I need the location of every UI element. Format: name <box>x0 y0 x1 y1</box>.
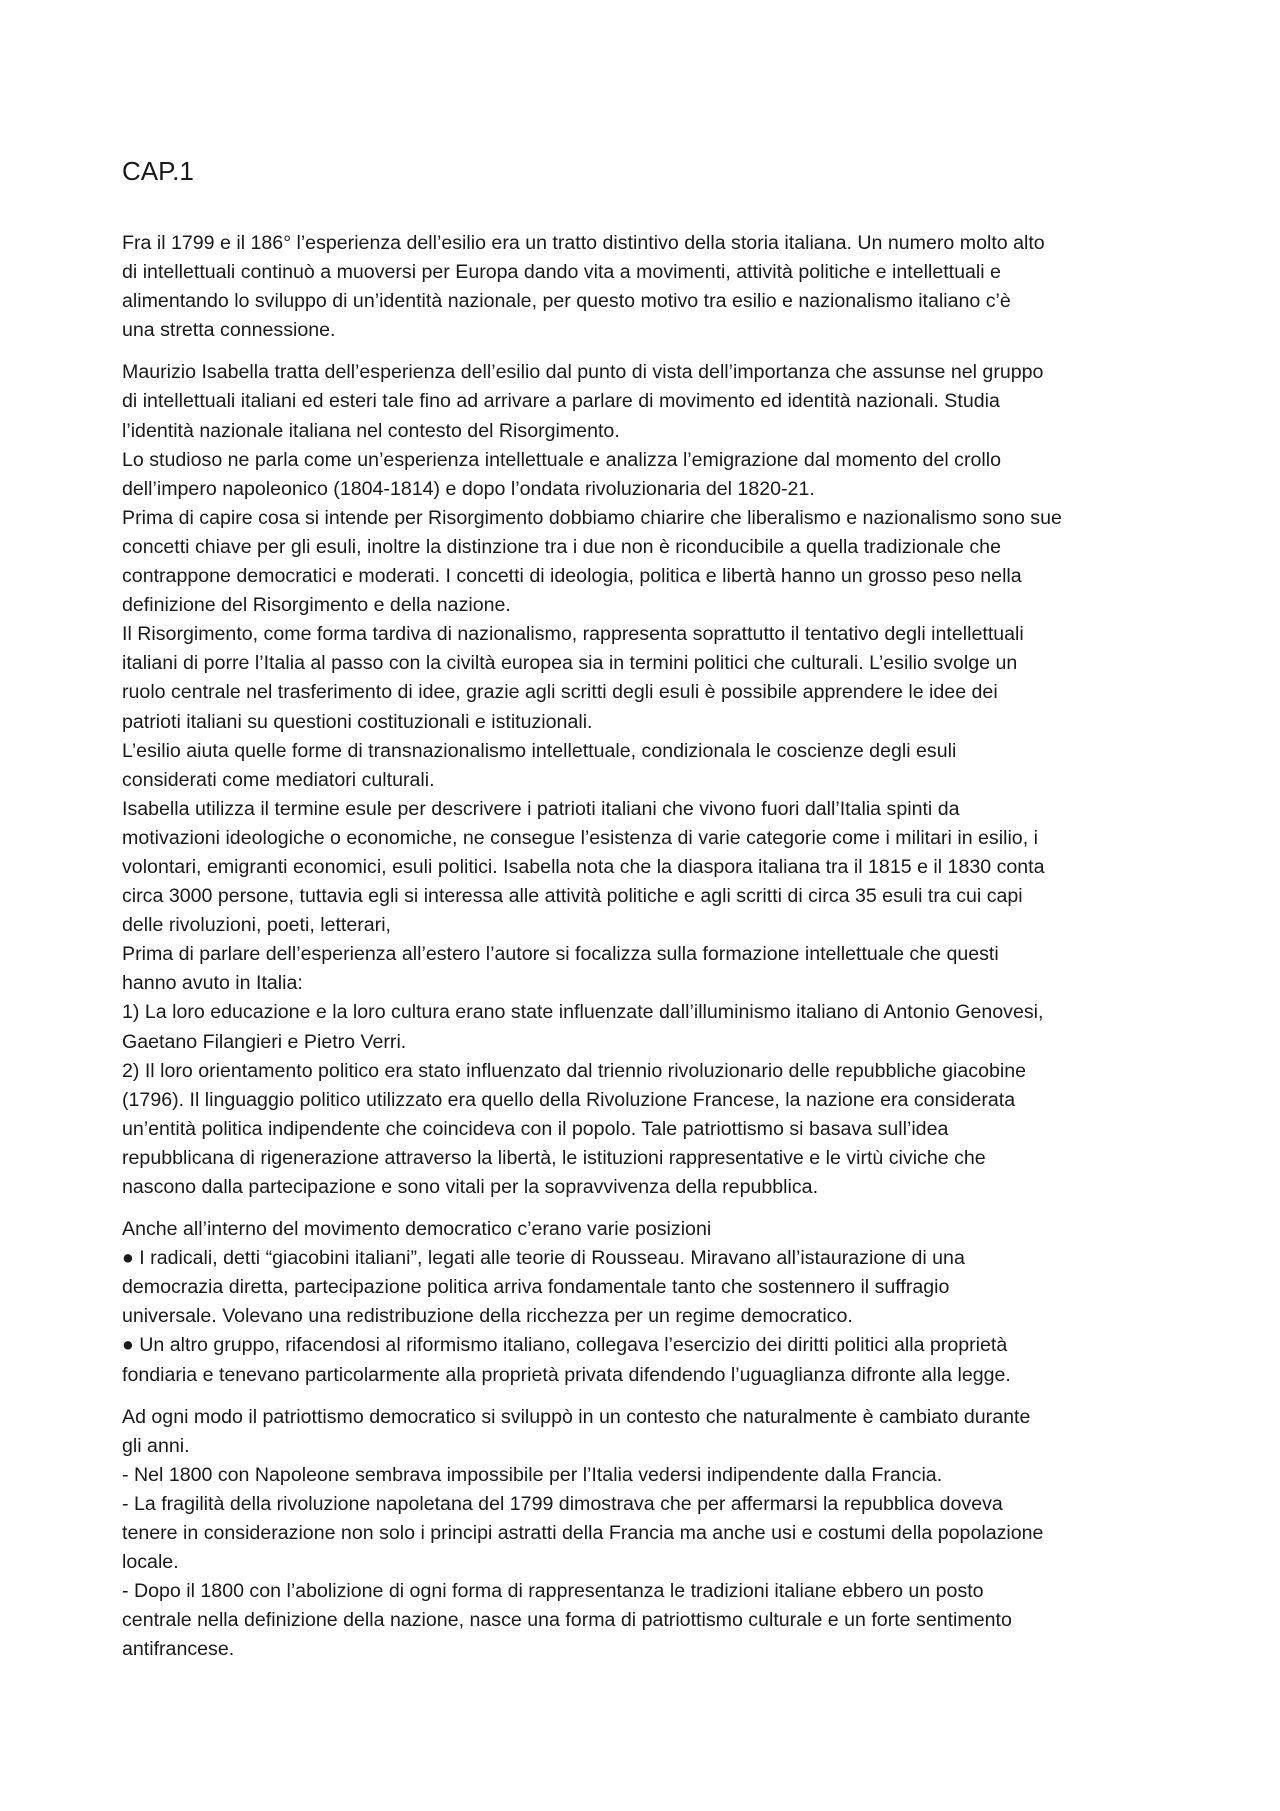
text-line: locale. <box>122 1551 179 1574</box>
text-line: considerati come mediatori culturali. <box>122 768 435 791</box>
text-line: centrale nella definizione della nazione, nasce una forma di patriottismo culturale e un forte sentimento <box>122 1609 1012 1632</box>
text-line: alimentando lo sviluppo di un’identità nazionale, per questo motivo tra esilio e nazionalismo italiano c’è <box>122 290 1011 313</box>
text-line: Fra il 1799 e il 186° l’esperienza dell’esilio era un tratto distintivo della storia italiana. Un numero molto alto <box>122 232 1045 254</box>
text-line: - La fragilità della rivoluzione napoletana del 1799 dimostrava che per affermarsi la repubblica doveva <box>122 1492 1003 1515</box>
text-line: dell’impero napoleonico (1804-1814) e dopo l’ondata rivoluzionaria del 1820-21. <box>122 477 815 500</box>
text-line: - Dopo il 1800 con l’abolizione di ogni forma di rappresentanza le tradizioni italiane ebbero un posto <box>122 1580 984 1603</box>
text-line: Prima di capire cosa si intende per Risorgimento dobbiamo chiarire che liberalismo e nazionalismo sono sue <box>122 506 1062 529</box>
text-line: contrappone democratici e moderati. I concetti di ideologia, politica e libertà hanno un grosso peso nella <box>122 565 1022 588</box>
text-line: gli anni. <box>122 1434 190 1457</box>
document-body <box>122 229 1172 1665</box>
chapter-title: CAP.1 <box>122 156 194 186</box>
paragraph-gap <box>122 345 1172 358</box>
text-line: universale. Volevano una redistribuzione della ricchezza per un regime democratico. <box>122 1305 853 1328</box>
paragraph-gap <box>122 1390 1172 1403</box>
text-line: tenere in considerazione non solo i principi astratti della Francia ma anche usi e costumi della popolazione <box>122 1522 1044 1545</box>
text-line: di intellettuali continuò a muoversi per Europa dando vita a movimenti, attività politiche e intellettuali e <box>122 261 1001 284</box>
text-line: - Nel 1800 con Napoleone sembrava impossibile per l’Italia vedersi indipendente dalla Francia. <box>122 1463 943 1486</box>
text-line: nascono dalla partecipazione e sono vitali per la sopravvivenza della repubblica. <box>122 1176 819 1198</box>
text-line: democrazia diretta, partecipazione politica arriva fondamentale tanto che sostennero il suffragio <box>122 1276 950 1299</box>
text-line: di intellettuali italiani ed esteri tale fino ad arrivare a parlare di movimento ed identità nazionali. Studia <box>122 390 1000 413</box>
text-line: concetti chiave per gli esuli, inoltre la distinzione tra i due non è riconducibile a quella tradizionale che <box>122 535 1001 558</box>
text-line: Gaetano Filangieri e Pietro Verri. <box>122 1030 407 1053</box>
text-line: volontari, emigranti economici, esuli politici. Isabella nota che la diaspora italiana tra il 1815 e il 1830 conta <box>122 855 1045 878</box>
text-line: repubblicana di rigenerazione attraverso la libertà, le istituzioni rappresentative e le virtù civiche che <box>122 1146 986 1169</box>
text-line: hanno avuto in Italia: <box>122 972 303 995</box>
text-line: delle rivoluzioni, poeti, letterari, <box>122 914 392 937</box>
text-line: fondiaria e tenevano particolarmente alla proprietà privata difendendo l’uguaglianza difronte alla legge. <box>122 1363 1011 1386</box>
text-line: definizione del Risorgimento e della nazione. <box>122 594 511 617</box>
text-line: una stretta connessione. <box>122 319 336 342</box>
text-line: Isabella utilizza il termine esule per descrivere i patrioti italiani che vivono fuori dall’Italia spinti da <box>122 797 960 820</box>
text-line: circa 3000 persone, tuttavia egli si interessa alle attività politiche e agli scritti di circa 35 esuli tra cui capi <box>122 885 1023 908</box>
text-line: un’entità politica indipendente che coincideva con il popolo. Tale patriottismo si basava sull’idea <box>122 1117 949 1140</box>
text-line: Il Risorgimento, come forma tardiva di nazionalismo, rappresenta soprattutto il tentativo degli intellettuali <box>122 623 1024 646</box>
text-line: L’esilio aiuta quelle forme di transnazionalismo intellettuale, condizionala le coscienze degli esuli <box>122 739 957 762</box>
text-line: Maurizio Isabella tratta dell’esperienza dell’esilio dal punto di vista dell’importanza che assunse nel gruppo <box>122 361 1044 384</box>
text-line: Anche all’interno del movimento democratico c’erano varie posizioni <box>122 1218 712 1241</box>
text-line: (1796). Il linguaggio politico utilizzato era quello della Rivoluzione Francese, la nazione era considerata <box>122 1088 1016 1111</box>
text-line: motivazioni ideologiche o economiche, ne consegue l’esistenza di varie categorie come i militari in esilio, i <box>122 826 1038 849</box>
text-line: 2) Il loro orientamento politico era stato influenzato dal triennio rivoluzionario delle repubbliche giacobine <box>122 1059 1027 1082</box>
text-line: ruolo centrale nel trasferimento di idee, grazie agli scritti degli esuli è possibile apprendere le idee dei <box>122 681 998 704</box>
text-line: italiani di porre l’Italia al passo con la civiltà europea sia in termini politici che culturali. L’esilio svolge un <box>122 652 1018 675</box>
text-line: patrioti italiani su questioni costituzionali e istituzionali. <box>122 710 593 733</box>
paragraph-gap <box>122 1202 1172 1215</box>
text-line: antifrancese. <box>122 1638 235 1661</box>
text-line: ● Un altro gruppo, rifacendosi al riformismo italiano, collegava l’esercizio dei diritti politici alla proprietà <box>122 1334 1008 1357</box>
text-line: Ad ogni modo il patriottismo democratico si sviluppò in un contesto che naturalmente è cambiato durante <box>122 1405 1031 1428</box>
text-line: 1) La loro educazione e la loro cultura erano state influenzate dall’illuminismo italiano di Antonio Genovesi, <box>122 1001 1044 1024</box>
text-line: ● I radicali, detti “giacobini italiani”, legati alle teorie di Rousseau. Miravano all’istaurazione di una <box>122 1247 965 1270</box>
text-line: l’identità nazionale italiana nel contesto del Risorgimento. <box>122 419 620 442</box>
text-line: Prima di parlare dell’esperienza all’estero l’autore si focalizza sulla formazione intellettuale che questi <box>122 943 999 966</box>
text-line: Lo studioso ne parla come un’esperienza intellettuale e analizza l’emigrazione dal momento del crollo <box>122 448 1001 471</box>
